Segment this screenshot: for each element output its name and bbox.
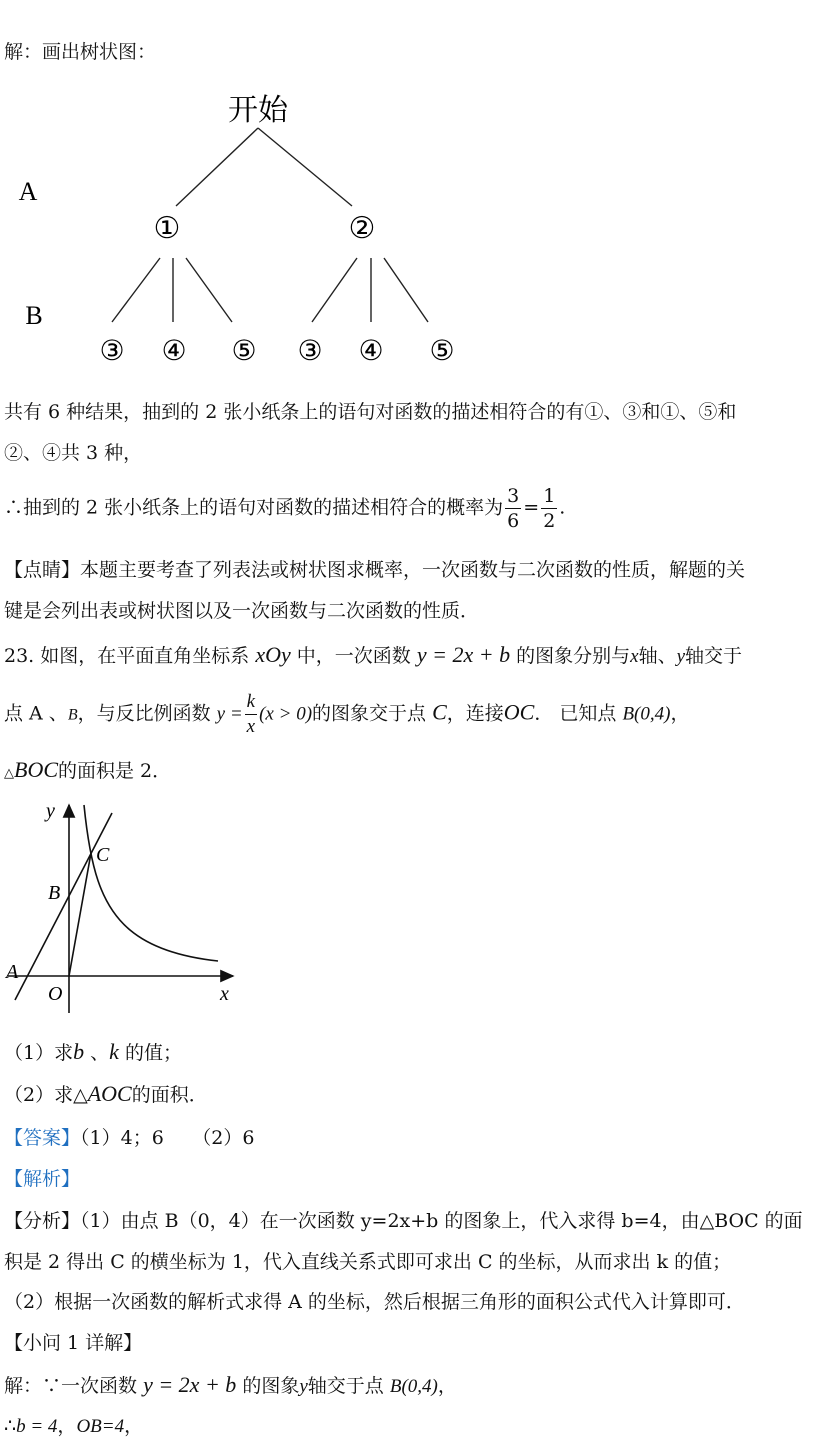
result-line-2: ②、④共 3 种， xyxy=(4,442,143,464)
probability-line xyxy=(4,484,565,533)
fraction-3-6 xyxy=(505,484,521,533)
point-c-label: C xyxy=(96,844,110,866)
analysis-line-2: 积是 2 得出 C 的横坐标为 1，代入直线关系式即可求出 C 的坐标，从而求出 k 的值； xyxy=(4,1251,732,1273)
origin-label: O xyxy=(48,983,63,1005)
fraction-denominator: 6 xyxy=(507,510,520,532)
math-oc: OC xyxy=(503,699,535,725)
math-point-b: B(0,4) xyxy=(389,1376,438,1397)
function-graph xyxy=(0,795,250,1025)
detail-text: 解：∵一次函数 xyxy=(4,1375,138,1397)
math-k: k xyxy=(109,1039,119,1064)
fraction-denominator: x xyxy=(246,716,256,737)
fraction-numerator: 1 xyxy=(543,485,556,507)
sub2-text: 的面积． xyxy=(131,1084,208,1106)
detail-line-2 xyxy=(4,1414,143,1439)
math-y-equals: y = xyxy=(216,703,243,725)
tree-row-label-a: A xyxy=(18,177,38,206)
tree-leaf: ⑤ xyxy=(429,336,455,367)
math-aoc: AOC xyxy=(87,1081,132,1106)
q23-text: ． 已知点 xyxy=(534,702,617,725)
question-23-line-3 xyxy=(4,758,171,786)
math-linear-function: y = 2x + b xyxy=(143,1372,237,1397)
x-axis-label: x xyxy=(220,983,229,1005)
tree-leaf: ④ xyxy=(161,336,187,367)
y-axis-label: y xyxy=(46,800,55,822)
analysis-tag: 【解析】 xyxy=(4,1168,81,1190)
fraction-numerator: k xyxy=(245,690,257,715)
math-linear-function: y = 2x + b xyxy=(416,642,511,667)
q23-text: 的图象分别与 xyxy=(516,645,631,667)
answer-text: （1）4；6 （2）6 xyxy=(80,1127,255,1149)
fraction-denominator: 2 xyxy=(543,510,556,532)
math-y: y xyxy=(299,1376,308,1397)
equals-sign: = xyxy=(523,496,540,519)
math-y: y xyxy=(676,646,686,667)
sub2-text: （2）求△ xyxy=(4,1084,88,1106)
detail-text: ， xyxy=(57,1415,77,1437)
detail-text: 的图象 xyxy=(242,1375,300,1397)
math-x: x xyxy=(630,646,639,667)
comment-line-1: 【点睛】本题主要考查了列表法或树状图求概率，一次函数与二次函数的性质，解题的关 xyxy=(4,559,746,581)
analysis-line-1: 【分析】（1）由点 B（0，4）在一次函数 y=2x+b 的图象上，代入求得 b=4，由△BOC 的面 xyxy=(4,1210,803,1232)
fraction-numerator: 3 xyxy=(507,485,520,507)
question-23-line-1 xyxy=(4,643,742,669)
q23-text: 轴交于 xyxy=(685,645,743,667)
math-b: B xyxy=(67,706,78,724)
result-line-1: 共有 6 种结果，抽到的 2 张小纸条上的语句对函数的描述相符合的有①、③和①、⑤和 xyxy=(4,401,737,423)
question-23-line-2 xyxy=(4,690,689,739)
q23-text: 的面积是 2． xyxy=(58,760,172,782)
math-b-equals-4: b = 4 xyxy=(16,1416,58,1437)
comment-line-2: 键是会列出表或树状图以及一次函数与二次函数的性质． xyxy=(4,600,480,622)
answer-line xyxy=(4,1126,254,1150)
detail-tag: 【小问 1 详解】 xyxy=(4,1332,143,1354)
tree-leaf: ④ xyxy=(358,336,384,367)
analysis-line-3: （2）根据一次函数的解析式求得 A 的坐标，然后根据三角形的面积公式代入计算即可． xyxy=(4,1291,745,1313)
detail-text: ， xyxy=(124,1415,144,1437)
q23-text: 中，一次函数 xyxy=(296,645,411,667)
sub1-text: （1）求 xyxy=(4,1042,74,1064)
point-b-label: B xyxy=(48,882,61,904)
period: . xyxy=(559,496,566,519)
fraction-k-x xyxy=(245,690,257,739)
tree-root: 开始 xyxy=(228,94,288,127)
therefore-symbol: ∴ xyxy=(4,1415,17,1437)
detail-text: 轴交于点 xyxy=(307,1375,384,1397)
segment-oc xyxy=(69,853,91,976)
point-a-label: A xyxy=(6,961,19,983)
tree-node-1: ① xyxy=(153,212,181,245)
probability-text: ∴抽到的 2 张小纸条上的语句对函数的描述相符合的概率为 xyxy=(4,496,504,519)
tree-leaf: ⑤ xyxy=(231,336,257,367)
q23-text: ，连接 xyxy=(446,702,504,725)
math-point-b: B(0,4) xyxy=(622,703,671,725)
sub1-text: 的值； xyxy=(124,1042,182,1064)
sub-question-2 xyxy=(4,1082,208,1107)
detail-line-1 xyxy=(4,1373,457,1399)
q23-text: ， xyxy=(670,702,690,725)
tree-leaf: ③ xyxy=(99,336,125,367)
sub-question-1 xyxy=(4,1040,182,1065)
math-c: C xyxy=(432,699,447,725)
q23-text: 轴、 xyxy=(638,645,677,667)
detail-text: ， xyxy=(437,1375,457,1397)
math-boc: BOC xyxy=(14,757,58,782)
sub1-text: 、 xyxy=(90,1042,110,1064)
q23-text: 点 A 、 xyxy=(4,702,68,725)
solution-intro: 解：画出树状图： xyxy=(4,41,157,63)
q23-text: 的图象交于点 xyxy=(312,702,427,725)
q23-text: 23. 如图，在平面直角坐标系 xyxy=(4,645,250,667)
tree-leaf: ③ xyxy=(297,336,323,367)
math-xoy: xOy xyxy=(255,642,291,667)
answer-tag: 【答案】 xyxy=(4,1127,81,1149)
math-domain: (x > 0) xyxy=(259,703,313,725)
q23-text: ，与反比例函数 xyxy=(77,702,211,725)
fraction-1-2 xyxy=(541,484,557,533)
math-b: b xyxy=(73,1039,85,1064)
tree-node-2: ② xyxy=(348,212,376,245)
math-ob-equals-4: OB=4 xyxy=(76,1416,125,1437)
triangle-symbol: △ xyxy=(4,766,14,781)
line-y-2x-b xyxy=(15,813,112,1000)
tree-row-label-b: B xyxy=(25,301,43,330)
